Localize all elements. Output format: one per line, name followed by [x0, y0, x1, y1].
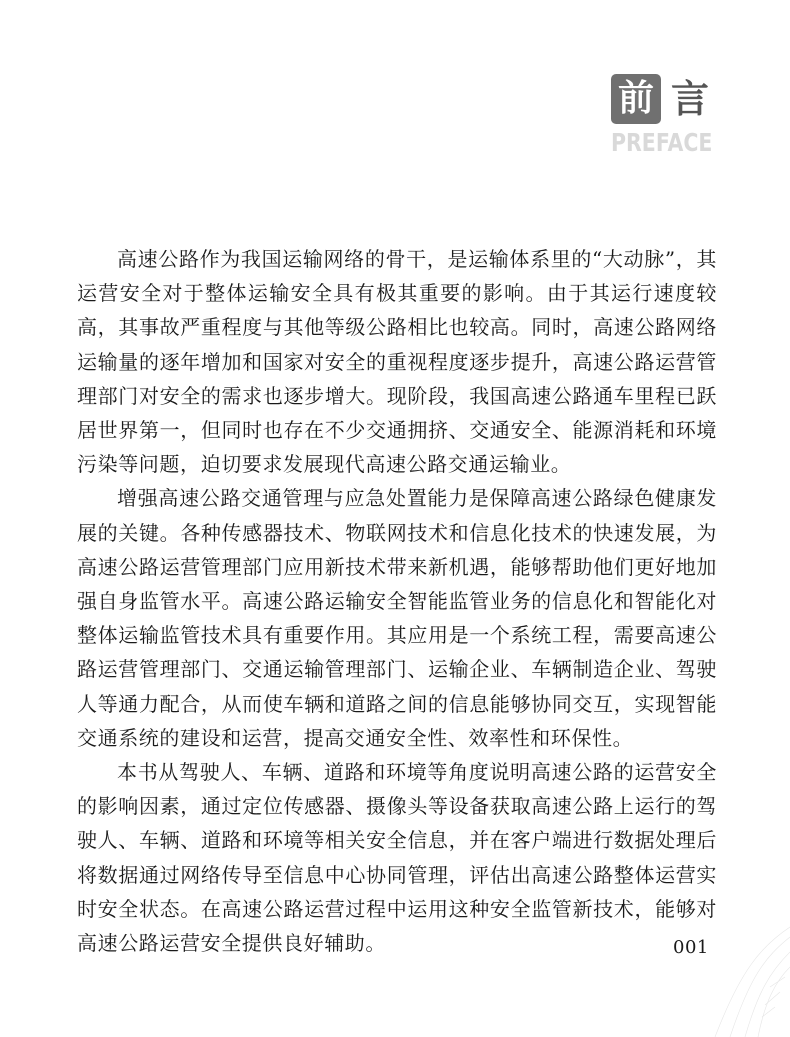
corner-decoration	[670, 917, 790, 1037]
title-char-box: 前	[611, 74, 661, 124]
paragraph: 本书从驾驶人、车辆、道路和环境等角度说明高速公路的运营安全的影响因素，通过定位传感器、摄像头等设备获取高速公路上运行的驾驶人、车辆、道路和环境等相关安全信息，并在客户端进行数据处理后将数据通过网络传导至信息中心协同管理，评估出高速公路整体运营实时安全状态。在高速公路运营过程中运用这种安全监管新技术，能够对高速公路运营安全提供良好辅助。	[77, 760, 717, 956]
paragraph: 增强高速公路交通管理与应急处置能力是保障高速公路绿色健康发展的关键。各种传感器技术、物联网技术和信息化技术的快速发展，为高速公路运营管理部门应用新技术带来新机遇，能够帮助他们更好地加强自身监管水平。高速公路运输安全智能监管业务的信息化和智能化对整体运输监管技术具有重要作用。其应用是一个系统工程，需要高速公路运营管理部门、交通运输管理部门、运输企业、车辆制造企业、驾驶人等通力配合，从而使车辆和道路之间的信息能够协同交互，实现智能交通系统的建设和运营，提高交通安全性、效率性和环保性。	[77, 486, 717, 750]
title-char: 言	[671, 77, 710, 121]
preface-body	[77, 242, 717, 960]
paragraph: 高速公路作为我国运输网络的骨干，是运输体系里的“大动脉”，其运营安全对于整体运输安全具有极其重要的影响。由于其运行速度较高，其事故严重程度与其他等级公路相比也较高。同时，高速公路网络运输量的逐年增加和国家对安全的重视程度逐步提升，高速公路运营管理部门对安全的需求也逐步增大。现阶段，我国高速公路通车里程已跃居世界第一，但同时也存在不少交通拥挤、交通安全、能源消耗和环境污染等问题，迫切要求发展现代高速公路交通运输业。	[77, 247, 717, 477]
preface-title	[611, 74, 721, 126]
page-number: 001	[673, 937, 709, 958]
preface-header	[611, 74, 721, 164]
title-english: PREFACE	[611, 128, 713, 157]
